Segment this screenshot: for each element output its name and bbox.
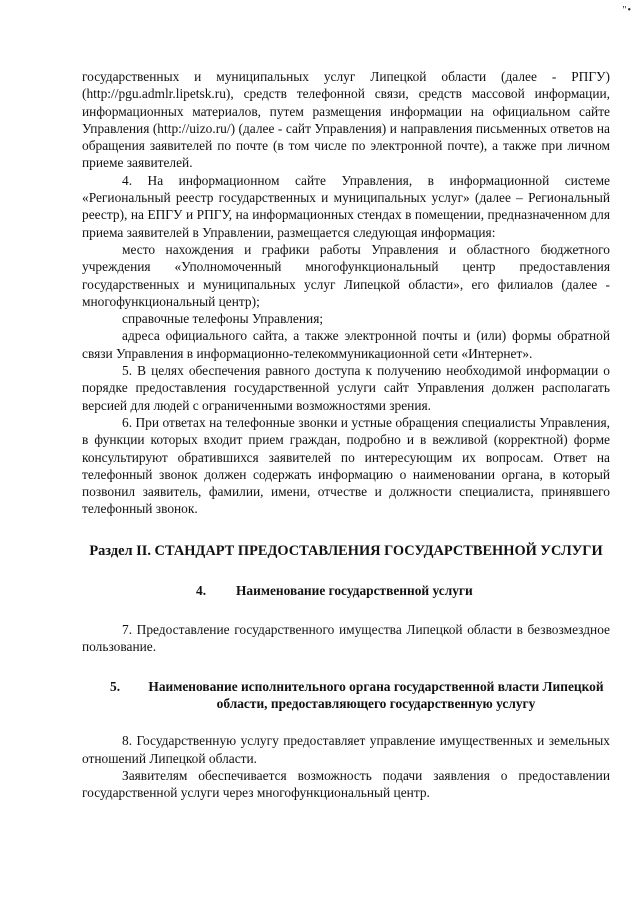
paragraph-applicants: Заявителям обеспечивается возможность подачи заявления о предоставлении государственной услуги через многофункциональный центр. — [82, 767, 610, 801]
paragraph-6: 6. При ответах на телефонные звонки и устные обращения специалисты Управления, в функции которых входит прием граждан, подробно и в вежливой (корректной) форме консультируют обратившихся заявителей по интересующим их вопросам. Ответ на телефонный звонок должен содержать информацию о наименовании органа, в который позвонил заявитель, фамилии, имени, отчестве и должности специалиста, принявшего телефонный звонок. — [82, 414, 610, 517]
heading-5 — [82, 678, 610, 713]
corner-mark: "• — [622, 5, 632, 16]
list-item-addresses: адреса официального сайта, а также электронной почты и (или) формы обратной связи Управления в информационно-телекоммуникационной сети «Интернет». — [82, 328, 610, 361]
paragraph-4: 4. На информационном сайте Управления, в информационной системе «Региональный реестр государственных и муниципальных услуг» (далее – Региональный реестр), на ЕПГУ и РПГУ, на информационных стендах в помещении, предназначенном для приема заявителей в Управлении, размещается следующая информация: — [82, 172, 610, 240]
heading-4 — [82, 582, 610, 599]
paragraph-5: 5. В целях обеспечения равного доступа к получению необходимой информации о порядке предоставления государственной услуги сайт Управления должен располагать версией для людей с ограниченными возможностями зрения. — [82, 363, 610, 413]
paragraph-8: 8. Государственную услугу предоставляет управление имущественных и земельных отношений Липецкой области. — [82, 733, 610, 766]
section-title: Раздел II. СТАНДАРТ ПРЕДОСТАВЛЕНИЯ ГОСУДАРСТВЕННОЙ УСЛУГИ — [89, 542, 603, 559]
heading-5-text: Наименование исполнительного органа государственной власти Липецкой области, предоставляющего государственную услугу — [148, 678, 604, 711]
list-item-location: место нахождения и графики работы Управления и областного бюджетного учреждения «Уполномоченный многофункциональный центр предоставления государственных и муниципальных услуг Липецкой области», его филиалов (далее - многофункциональный центр); — [82, 241, 610, 309]
heading-4-text: Наименование государственной услуги — [236, 582, 473, 598]
list-item-phones: справочные телефоны Управления; — [122, 311, 324, 327]
heading-5-number: 5. — [110, 678, 121, 694]
heading-4-number: 4. — [196, 582, 207, 598]
paragraph-7: 7. Предоставление государственного имущества Липецкой области в безвозмездное пользование. — [82, 622, 610, 655]
document-page — [82, 68, 610, 801]
paragraph-intro-continuation: государственных и муниципальных услуг Липецкой области (далее - РПГУ) (http://pgu.admlr.lipetsk.ru), средств телефонной связи, средств массовой информации, информационных материалов, путем размещения информации на официальном сайте Управления (http://uizo.ru/) (далее - сайт Управления) и направления письменных ответов на обращения заявителей по почте (в том числе по электронной почте), а также при личном приеме заявителей. — [82, 69, 610, 171]
